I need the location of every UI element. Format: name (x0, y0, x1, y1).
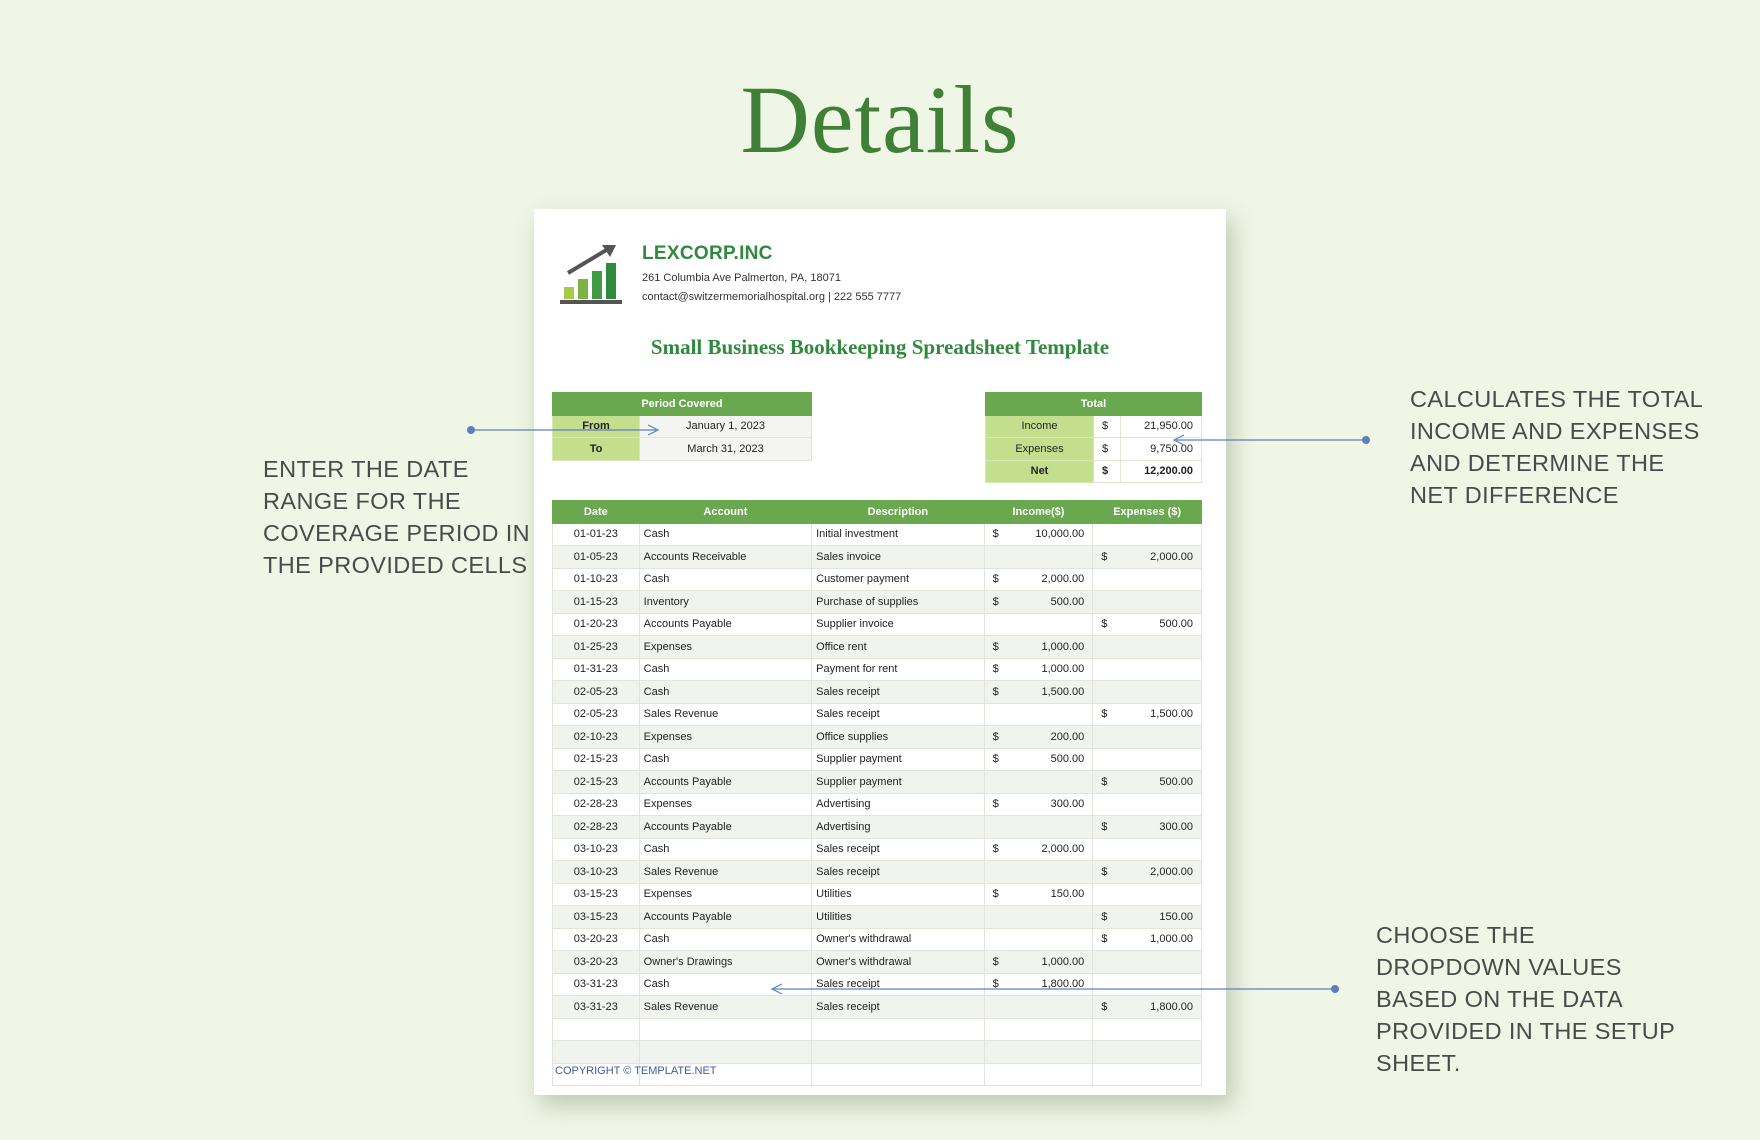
income-cell[interactable] (984, 681, 1093, 704)
account-dropdown-cell[interactable]: Expenses (639, 793, 811, 816)
description-cell[interactable]: Sales receipt (812, 996, 984, 1019)
currency-symbol: $ (992, 663, 999, 676)
income-cell[interactable] (984, 523, 1093, 546)
table-row (553, 996, 1202, 1019)
document-title: Small Business Bookkeeping Spreadsheet Template (650, 335, 1110, 359)
description-cell[interactable]: Supplier payment (812, 748, 984, 771)
empty-cell[interactable] (812, 1018, 984, 1041)
table-row (553, 861, 1202, 884)
income-cell[interactable] (984, 613, 1093, 636)
date-cell[interactable]: 01-31-23 (553, 658, 640, 681)
date-cell[interactable]: 02-28-23 (553, 793, 640, 816)
expenses-total-label: Expenses (986, 438, 1094, 461)
account-dropdown-cell[interactable]: Cash (639, 681, 811, 704)
table-row (553, 613, 1202, 636)
income-cell[interactable] (984, 748, 1093, 771)
column-header-income: Income($) (984, 501, 1093, 524)
expense-cell[interactable] (1093, 658, 1202, 681)
currency-symbol: $ (992, 528, 999, 541)
expense-cell-value: 2,000.00 (1150, 550, 1193, 563)
description-cell[interactable]: Sales invoice (812, 546, 984, 569)
from-label: From (553, 415, 640, 438)
table-row (553, 568, 1202, 591)
income-cell-value: 1,000.00 (1041, 640, 1085, 653)
callout-totals: CALCULATES THE TOTAL INCOME AND EXPENSES AND DETERMINE THE NET DIFFERENCE (1410, 386, 1703, 508)
currency-symbol: $ (992, 843, 999, 856)
expense-cell-wrap (1093, 551, 1201, 563)
income-cell-value: 500.00 (1050, 753, 1085, 766)
date-cell[interactable]: 02-10-23 (553, 726, 640, 749)
income-cell-wrap (985, 596, 1093, 608)
income-total-label: Income (986, 415, 1094, 438)
net-currency: $ (1094, 460, 1121, 483)
account-dropdown-cell[interactable]: Cash (639, 838, 811, 861)
callout-dropdown: CHOOSE THE DROPDOWN VALUES BASED ON THE DATA PROVIDED IN THE SETUP SHEET. (1376, 922, 1675, 1076)
income-cell-value: 10,000.00 (1035, 528, 1085, 541)
description-cell[interactable]: Supplier invoice (812, 613, 984, 636)
expense-cell[interactable] (1093, 703, 1202, 726)
expense-cell[interactable] (1093, 793, 1202, 816)
date-cell[interactable]: 03-20-23 (553, 951, 640, 974)
expense-cell[interactable] (1093, 613, 1202, 636)
income-cell-value: 200.00 (1050, 730, 1085, 743)
table-row (553, 816, 1202, 839)
expense-cell-wrap (1093, 911, 1201, 923)
income-cell-wrap (985, 843, 1093, 855)
date-cell[interactable]: 01-15-23 (553, 591, 640, 614)
date-cell[interactable]: 01-25-23 (553, 636, 640, 659)
table-row (553, 838, 1202, 861)
callout-date-range: ENTER THE DATE RANGE FOR THE COVERAGE PERIOD IN THE PROVIDED CELLS (263, 456, 531, 578)
expense-cell-wrap (1093, 933, 1201, 945)
account-dropdown-cell[interactable]: Sales Revenue (639, 703, 811, 726)
currency-symbol: $ (1101, 550, 1108, 563)
column-header-date: Date (553, 501, 640, 524)
date-cell[interactable]: 03-10-23 (553, 838, 640, 861)
date-cell[interactable]: 02-05-23 (553, 703, 640, 726)
description-cell[interactable]: Advertising (812, 816, 984, 839)
expense-cell-value: 300.00 (1159, 820, 1193, 833)
income-cell-value: 1,000.00 (1041, 955, 1085, 968)
bar-chart-growth-icon (558, 243, 626, 307)
expense-cell[interactable] (1093, 838, 1202, 861)
income-cell-wrap (985, 731, 1093, 743)
income-cell[interactable] (984, 793, 1093, 816)
column-header-account: Account (639, 501, 811, 524)
income-cell-value: 1,000.00 (1041, 663, 1085, 676)
date-cell[interactable]: 03-15-23 (553, 906, 640, 929)
account-dropdown-cell[interactable]: Cash (639, 748, 811, 771)
description-cell[interactable]: Utilities (812, 883, 984, 906)
description-cell[interactable]: Utilities (812, 906, 984, 929)
income-cell-value: 150.00 (1050, 888, 1085, 901)
income-cell[interactable] (984, 568, 1093, 591)
description-cell[interactable]: Office rent (812, 636, 984, 659)
account-dropdown-cell[interactable]: Cash (639, 928, 811, 951)
expense-cell[interactable] (1093, 726, 1202, 749)
account-dropdown-cell[interactable]: Accounts Payable (639, 816, 811, 839)
date-cell[interactable]: 01-20-23 (553, 613, 640, 636)
empty-cell[interactable] (639, 1018, 811, 1041)
empty-cell[interactable] (984, 1041, 1093, 1064)
income-total-value: 21,950.00 (1121, 415, 1202, 438)
currency-symbol: $ (1101, 775, 1108, 788)
income-cell-value: 1,800.00 (1041, 978, 1085, 991)
account-dropdown-cell[interactable]: Expenses (639, 726, 811, 749)
date-cell[interactable]: 03-15-23 (553, 883, 640, 906)
income-cell[interactable] (984, 861, 1093, 884)
table-row (553, 793, 1202, 816)
income-cell-wrap (985, 753, 1093, 765)
expense-cell[interactable] (1093, 771, 1202, 794)
period-header: Period Covered (553, 393, 812, 416)
account-dropdown-cell[interactable]: Cash (639, 973, 811, 996)
table-row (553, 726, 1202, 749)
table-row (553, 748, 1202, 771)
income-cell[interactable] (984, 906, 1093, 929)
description-cell[interactable]: Initial investment (812, 523, 984, 546)
income-cell-wrap (985, 686, 1093, 698)
currency-symbol: $ (992, 798, 999, 811)
account-dropdown-cell[interactable]: Inventory (639, 591, 811, 614)
date-cell[interactable]: 03-20-23 (553, 928, 640, 951)
description-cell[interactable]: Payment for rent (812, 658, 984, 681)
income-cell[interactable] (984, 883, 1093, 906)
expense-cell-wrap (1093, 618, 1201, 630)
income-cell[interactable] (984, 636, 1093, 659)
expense-cell[interactable] (1093, 973, 1202, 996)
expense-cell[interactable] (1093, 861, 1202, 884)
income-cell-wrap (985, 573, 1093, 585)
description-cell[interactable]: Advertising (812, 793, 984, 816)
income-cell[interactable] (984, 928, 1093, 951)
income-cell-value: 300.00 (1050, 798, 1085, 811)
description-cell[interactable]: Purchase of supplies (812, 591, 984, 614)
income-cell[interactable] (984, 591, 1093, 614)
expense-cell-wrap (1093, 866, 1201, 878)
expense-cell[interactable] (1093, 928, 1202, 951)
income-cell[interactable] (984, 816, 1093, 839)
income-cell-wrap (985, 978, 1093, 990)
expenses-total-value: 9,750.00 (1121, 438, 1202, 461)
income-cell-value: 500.00 (1050, 595, 1085, 608)
income-cell[interactable] (984, 996, 1093, 1019)
income-cell-wrap (985, 641, 1093, 653)
page-heading: Details (740, 66, 1020, 173)
income-cell-wrap (985, 798, 1093, 810)
currency-symbol: $ (992, 640, 999, 653)
table-row (553, 591, 1202, 614)
empty-cell[interactable] (553, 1018, 640, 1041)
empty-cell[interactable] (1093, 1018, 1202, 1041)
account-dropdown-cell[interactable]: Sales Revenue (639, 996, 811, 1019)
date-cell[interactable]: 03-31-23 (553, 973, 640, 996)
currency-symbol: $ (992, 955, 999, 968)
currency-symbol: $ (1101, 708, 1108, 721)
to-label: To (553, 438, 640, 461)
expense-cell[interactable] (1093, 681, 1202, 704)
expense-cell-value: 2,000.00 (1150, 865, 1193, 878)
income-cell-wrap (985, 956, 1093, 968)
spreadsheet-page (534, 209, 1226, 1095)
copyright-notice: COPYRIGHT © TEMPLATE.NET (555, 1065, 717, 1077)
income-cell-value: 2,000.00 (1041, 843, 1085, 856)
currency-symbol: $ (1101, 1000, 1108, 1013)
currency-symbol: $ (1101, 618, 1108, 631)
currency-symbol: $ (1101, 820, 1108, 833)
expense-cell[interactable] (1093, 591, 1202, 614)
expense-cell[interactable] (1093, 906, 1202, 929)
income-cell[interactable] (984, 658, 1093, 681)
table-row (553, 906, 1202, 929)
expense-cell-value: 500.00 (1159, 618, 1193, 631)
account-dropdown-cell[interactable]: Accounts Payable (639, 771, 811, 794)
currency-symbol: $ (992, 888, 999, 901)
date-cell[interactable]: 02-15-23 (553, 771, 640, 794)
table-row (553, 928, 1202, 951)
account-dropdown-cell[interactable]: Expenses (639, 636, 811, 659)
account-dropdown-cell[interactable]: Cash (639, 658, 811, 681)
date-cell[interactable]: 02-05-23 (553, 681, 640, 704)
account-dropdown-cell[interactable]: Owner's Drawings (639, 951, 811, 974)
to-date-cell[interactable]: March 31, 2023 (640, 438, 812, 461)
currency-symbol: $ (992, 730, 999, 743)
expense-cell[interactable] (1093, 523, 1202, 546)
currency-symbol: $ (992, 573, 999, 586)
column-header-expenses: Expenses ($) (1093, 501, 1202, 524)
expense-cell-value: 1,500.00 (1150, 708, 1193, 721)
expense-cell-wrap (1093, 708, 1201, 720)
table-row (553, 523, 1202, 546)
date-cell[interactable]: 01-10-23 (553, 568, 640, 591)
income-cell-wrap (985, 888, 1093, 900)
table-row (553, 771, 1202, 794)
table-row (553, 951, 1202, 974)
income-cell-value: 1,500.00 (1041, 685, 1085, 698)
description-cell[interactable]: Owner's withdrawal (812, 928, 984, 951)
income-cell-wrap (985, 528, 1093, 540)
income-cell[interactable] (984, 838, 1093, 861)
currency-symbol: $ (1101, 933, 1108, 946)
net-label: Net (986, 460, 1094, 483)
expense-cell-value: 150.00 (1159, 910, 1193, 923)
table-row (553, 681, 1202, 704)
income-cell-wrap (985, 663, 1093, 675)
expense-cell[interactable] (1093, 996, 1202, 1019)
expense-cell-wrap (1093, 776, 1201, 788)
currency-symbol: $ (992, 978, 999, 991)
table-row (553, 636, 1202, 659)
empty-cell[interactable] (984, 1018, 1093, 1041)
expense-cell-wrap (1093, 821, 1201, 833)
empty-cell[interactable] (1093, 1063, 1202, 1086)
company-contact: contact@switzermemorialhospital.org | 222 555 7777 (642, 291, 902, 303)
description-cell[interactable]: Office supplies (812, 726, 984, 749)
empty-cell[interactable] (639, 1041, 811, 1064)
date-cell[interactable]: 02-28-23 (553, 816, 640, 839)
expense-cell-value: 500.00 (1159, 775, 1193, 788)
description-cell[interactable]: Sales receipt (812, 861, 984, 884)
date-cell[interactable]: 01-01-23 (553, 523, 640, 546)
empty-table-row (553, 1018, 1202, 1041)
empty-cell[interactable] (984, 1063, 1093, 1086)
expense-cell[interactable] (1093, 568, 1202, 591)
from-date-cell[interactable]: January 1, 2023 (640, 415, 812, 438)
description-cell[interactable]: Sales receipt (812, 973, 984, 996)
income-currency: $ (1094, 415, 1121, 438)
expense-cell[interactable] (1093, 636, 1202, 659)
table-row (553, 658, 1202, 681)
currency-symbol: $ (992, 595, 999, 608)
table-row (553, 973, 1202, 996)
company-name: LEXCORP.INC (642, 243, 773, 264)
expenses-currency: $ (1094, 438, 1121, 461)
table-row (553, 883, 1202, 906)
income-cell[interactable] (984, 951, 1093, 974)
income-cell[interactable] (984, 726, 1093, 749)
currency-symbol: $ (992, 685, 999, 698)
expense-cell-value: 1,000.00 (1150, 933, 1193, 946)
account-dropdown-cell[interactable]: Cash (639, 523, 811, 546)
expense-cell-value: 1,800.00 (1150, 1000, 1193, 1013)
totals-header: Total (986, 393, 1202, 416)
column-header-description: Description (812, 501, 984, 524)
expense-cell[interactable] (1093, 883, 1202, 906)
income-cell[interactable] (984, 703, 1093, 726)
account-dropdown-cell[interactable]: Sales Revenue (639, 861, 811, 884)
expense-cell[interactable] (1093, 546, 1202, 569)
description-cell[interactable]: Customer payment (812, 568, 984, 591)
empty-cell[interactable] (1093, 1041, 1202, 1064)
income-cell[interactable] (984, 771, 1093, 794)
date-cell[interactable]: 01-05-23 (553, 546, 640, 569)
date-cell[interactable]: 03-31-23 (553, 996, 640, 1019)
table-row (553, 703, 1202, 726)
expense-cell-wrap (1093, 1001, 1201, 1013)
date-cell[interactable]: 03-10-23 (553, 861, 640, 884)
period-covered-table (552, 392, 812, 461)
account-dropdown-cell[interactable]: Cash (639, 568, 811, 591)
expense-cell[interactable] (1093, 816, 1202, 839)
account-dropdown-cell[interactable]: Accounts Payable (639, 906, 811, 929)
description-cell[interactable]: Sales receipt (812, 703, 984, 726)
account-dropdown-cell[interactable]: Accounts Receivable (639, 546, 811, 569)
totals-table (985, 392, 1202, 483)
income-cell[interactable] (984, 973, 1093, 996)
description-cell[interactable]: Sales receipt (812, 838, 984, 861)
ledger-table (552, 500, 1202, 1086)
income-cell[interactable] (984, 546, 1093, 569)
income-cell-value: 2,000.00 (1041, 573, 1085, 586)
net-value: 12,200.00 (1121, 460, 1202, 483)
expense-cell[interactable] (1093, 951, 1202, 974)
empty-cell[interactable] (553, 1041, 640, 1064)
empty-table-row (553, 1041, 1202, 1064)
description-cell[interactable]: Owner's withdrawal (812, 951, 984, 974)
description-cell[interactable]: Sales receipt (812, 681, 984, 704)
empty-cell[interactable] (812, 1041, 984, 1064)
date-cell[interactable]: 02-15-23 (553, 748, 640, 771)
expense-cell[interactable] (1093, 748, 1202, 771)
currency-symbol: $ (992, 753, 999, 766)
account-dropdown-cell[interactable]: Accounts Payable (639, 613, 811, 636)
empty-cell[interactable] (812, 1063, 984, 1086)
currency-symbol: $ (1101, 865, 1108, 878)
table-row (553, 546, 1202, 569)
currency-symbol: $ (1101, 910, 1108, 923)
company-address: 261 Columbia Ave Palmerton, PA, 18071 (642, 272, 841, 284)
account-dropdown-cell[interactable]: Expenses (639, 883, 811, 906)
description-cell[interactable]: Supplier payment (812, 771, 984, 794)
